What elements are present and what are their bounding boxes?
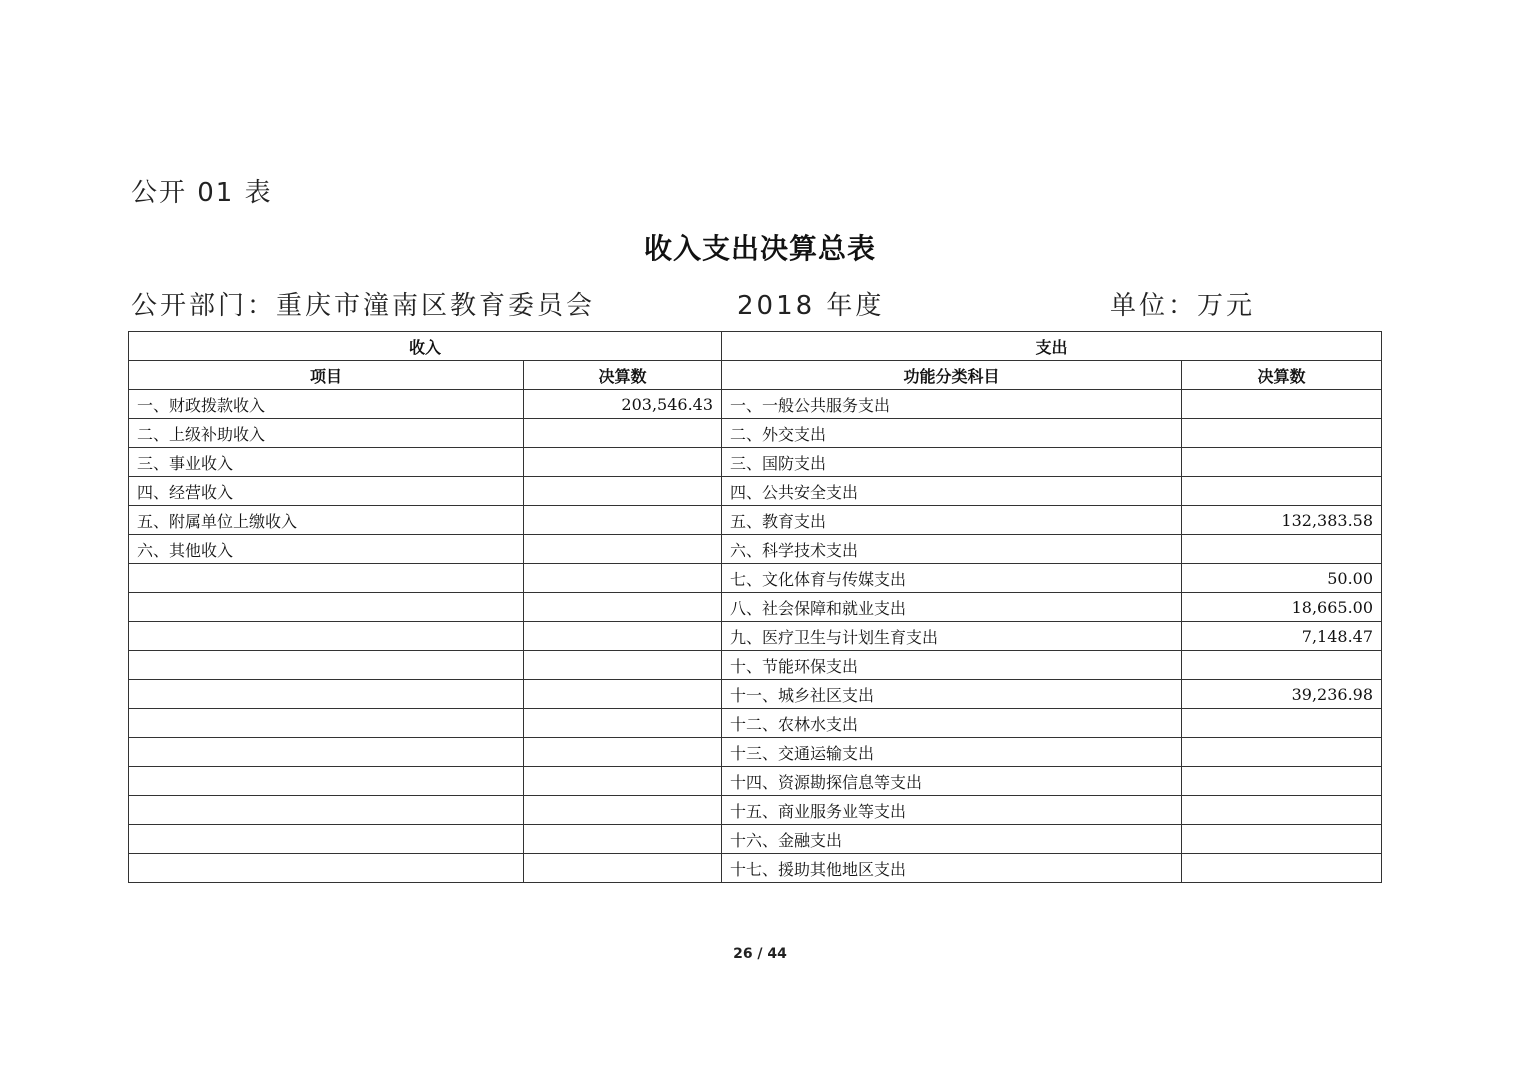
- income-item-cell: [129, 709, 524, 738]
- expenditure-item-cell: 九、医疗卫生与计划生育支出: [722, 622, 1182, 651]
- expenditure-item-cell: 十四、资源勘探信息等支出: [722, 767, 1182, 796]
- income-amount-cell: [524, 825, 722, 854]
- expenditure-amount-cell: [1182, 709, 1382, 738]
- table-row: [129, 767, 1382, 796]
- table-row: [129, 448, 1382, 477]
- page-number: 26 / 44: [733, 946, 787, 962]
- income-amount-cell: [524, 767, 722, 796]
- table-row: [129, 564, 1382, 593]
- table-row: [129, 419, 1382, 448]
- expenditure-item-cell: 七、文化体育与传媒支出: [722, 564, 1182, 593]
- unit-label: 单位：万元: [1110, 291, 1256, 321]
- table-row: [129, 709, 1382, 738]
- expenditure-amount-cell: [1182, 535, 1382, 564]
- expenditure-amount-cell: 18,665.00: [1182, 593, 1382, 622]
- expenditure-item-cell: 十、节能环保支出: [722, 651, 1182, 680]
- income-item-cell: [129, 738, 524, 767]
- table-row: [129, 477, 1382, 506]
- expenditure-amount-cell: 39,236.98: [1182, 680, 1382, 709]
- expenditure-amount-cell: [1182, 651, 1382, 680]
- income-amount-cell: [524, 477, 722, 506]
- income-amount-column-header: 决算数: [524, 361, 722, 390]
- table-row: [129, 738, 1382, 767]
- income-item-cell: [129, 767, 524, 796]
- table-row: [129, 651, 1382, 680]
- expenditure-amount-cell: [1182, 738, 1382, 767]
- expenditure-amount-column-header: 决算数: [1182, 361, 1382, 390]
- expenditure-amount-cell: [1182, 825, 1382, 854]
- expenditure-item-cell: 十三、交通运输支出: [722, 738, 1182, 767]
- income-amount-cell: [524, 622, 722, 651]
- expenditure-item-cell: 六、科学技术支出: [722, 535, 1182, 564]
- table-row: [129, 825, 1382, 854]
- expenditure-amount-cell: [1182, 390, 1382, 419]
- income-amount-cell: [524, 535, 722, 564]
- document-title: 收入支出决算总表: [643, 232, 876, 265]
- income-amount-cell: [524, 651, 722, 680]
- expenditure-item-cell: 十七、援助其他地区支出: [722, 854, 1182, 883]
- expenditure-item-cell: 一、一般公共服务支出: [722, 390, 1182, 419]
- expenditure-item-cell: 十六、金融支出: [722, 825, 1182, 854]
- table-row: [129, 390, 1382, 419]
- expenditure-amount-cell: [1182, 796, 1382, 825]
- expenditure-item-cell: 二、外交支出: [722, 419, 1182, 448]
- income-item-cell: 四、经营收入: [129, 477, 524, 506]
- column-header-row: [129, 361, 1382, 390]
- income-amount-cell: [524, 419, 722, 448]
- expenditure-group-header: 支出: [722, 332, 1382, 361]
- income-amount-cell: [524, 738, 722, 767]
- expenditure-item-cell: 十五、商业服务业等支出: [722, 796, 1182, 825]
- table-row: [129, 796, 1382, 825]
- expenditure-item-cell: 五、教育支出: [722, 506, 1182, 535]
- table-code-label: 公开 01 表: [131, 178, 273, 208]
- income-item-cell: 三、事业收入: [129, 448, 524, 477]
- expenditure-amount-cell: [1182, 854, 1382, 883]
- income-group-header: 收入: [129, 332, 722, 361]
- income-item-cell: [129, 825, 524, 854]
- income-item-cell: [129, 796, 524, 825]
- table-row: [129, 535, 1382, 564]
- expenditure-item-cell: 八、社会保障和就业支出: [722, 593, 1182, 622]
- income-amount-cell: [524, 709, 722, 738]
- income-item-cell: [129, 593, 524, 622]
- income-item-cell: 五、附属单位上缴收入: [129, 506, 524, 535]
- expenditure-item-cell: 十一、城乡社区支出: [722, 680, 1182, 709]
- expenditure-amount-cell: [1182, 448, 1382, 477]
- income-amount-cell: [524, 593, 722, 622]
- income-amount-cell: [524, 680, 722, 709]
- income-amount-cell: [524, 506, 722, 535]
- income-amount-cell: [524, 796, 722, 825]
- fiscal-year-label: 2018 年度: [737, 291, 885, 321]
- table-row: [129, 593, 1382, 622]
- expenditure-amount-cell: [1182, 477, 1382, 506]
- income-item-cell: 六、其他收入: [129, 535, 524, 564]
- expenditure-amount-cell: 7,148.47: [1182, 622, 1382, 651]
- expenditure-amount-cell: 132,383.58: [1182, 506, 1382, 535]
- income-item-cell: [129, 651, 524, 680]
- group-header-row: [129, 332, 1382, 361]
- income-item-cell: 二、上级补助收入: [129, 419, 524, 448]
- expenditure-amount-cell: [1182, 419, 1382, 448]
- table-row: [129, 680, 1382, 709]
- income-item-cell: [129, 854, 524, 883]
- income-amount-cell: 203,546.43: [524, 390, 722, 419]
- income-amount-cell: [524, 564, 722, 593]
- expenditure-item-cell: 四、公共安全支出: [722, 477, 1182, 506]
- expenditure-amount-cell: 50.00: [1182, 564, 1382, 593]
- expenditure-item-column-header: 功能分类科目: [722, 361, 1182, 390]
- income-amount-cell: [524, 854, 722, 883]
- income-item-cell: [129, 680, 524, 709]
- table-row: [129, 622, 1382, 651]
- income-amount-cell: [524, 448, 722, 477]
- income-item-column-header: 项目: [129, 361, 524, 390]
- expenditure-item-cell: 十二、农林水支出: [722, 709, 1182, 738]
- expenditure-item-cell: 三、国防支出: [722, 448, 1182, 477]
- department-label: 公开部门：重庆市潼南区教育委员会: [131, 291, 596, 321]
- income-item-cell: 一、财政拨款收入: [129, 390, 524, 419]
- expenditure-amount-cell: [1182, 767, 1382, 796]
- income-item-cell: [129, 622, 524, 651]
- table-row: [129, 854, 1382, 883]
- income-item-cell: [129, 564, 524, 593]
- table-row: [129, 506, 1382, 535]
- income-expenditure-summary-table: [128, 331, 1382, 883]
- table-body: [129, 390, 1382, 883]
